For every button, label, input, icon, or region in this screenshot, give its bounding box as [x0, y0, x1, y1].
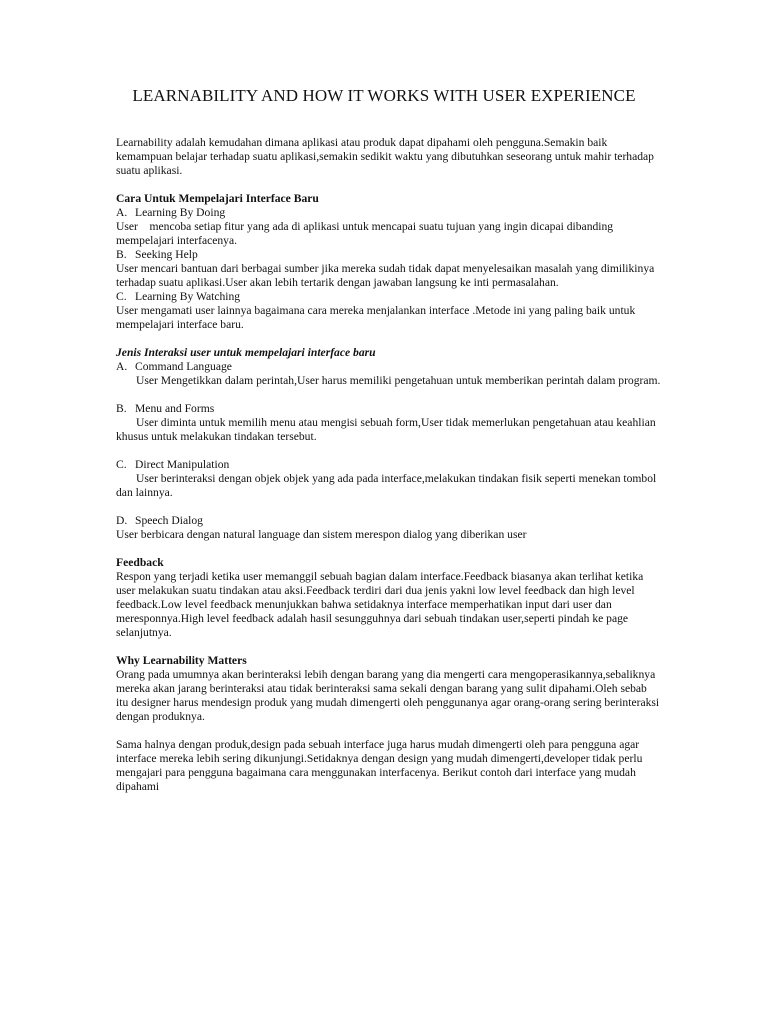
section-heading: Jenis Interaksi user untuk mempelajari interface baru — [116, 346, 376, 359]
list-item-label: C. Direct Manipulation — [116, 458, 230, 471]
list-marker: C. — [116, 458, 127, 471]
list-marker: A. — [116, 360, 128, 373]
section-feedback — [116, 556, 661, 640]
section-interaction-types — [116, 346, 661, 542]
list-item-description: User diminta untuk memilih menu atau mengisi sebuah form,User tidak memerlukan pengetahuan atau keahlian khusus untuk melakukan tindakan tersebut. — [116, 416, 656, 443]
list-item-description: User mencoba setiap fitur yang ada di aplikasi untuk mencapai suatu tujuan yang ingin dicapai dibanding mempelajari interfacenya. — [116, 220, 617, 247]
document-body — [116, 136, 661, 794]
list-item-label: D. Speech Dialog — [116, 514, 203, 527]
list-item-label: A. Command Language — [116, 360, 232, 373]
feedback-paragraph: Respon yang terjadi ketika user memanggil sebuah bagian dalam interface.Feedback biasanya akan terlihat ketika user melakukan suatu tindakan atau aksi.Feedback terdiri dari dua jenis yakni low level feedback dan high level feedback.Low level feedback menunjukkan bahwa setidaknya interface memperhatikan input dari user dan meresponnya.High level feedback adalah hasil sesungguhnya dari sebuah tindakan user,seperti pindah ke page selanjutnya. — [116, 570, 644, 639]
why-paragraph-2: Sama halnya dengan produk,design pada sebuah interface juga harus mudah dimengerti oleh para pengguna agar interface mereka lebih sering dikunjungi.Setidaknya dengan design yang mudah dimengerti,developer tidak perlu mengajari para pengguna bagaimana cara menggunakan interfacenya. Berikut contoh dari interface yang mudah dipahami — [116, 738, 643, 793]
list-marker: B. — [116, 402, 127, 415]
list-marker: C. — [116, 290, 127, 303]
list-marker: B. — [116, 248, 127, 261]
list-item-description: User mengamati user lainnya bagaimana cara mereka menjalankan interface .Metode ini yang paling baik untuk mempelajari interface baru. — [116, 304, 636, 331]
section-heading: Feedback — [116, 556, 164, 569]
section-learning-methods — [116, 192, 661, 332]
list-item-description: User berinteraksi dengan objek objek yang ada pada interface,melakukan tindakan fisik seperti menekan tombol dan lainnya. — [116, 472, 657, 499]
list-item-description: User Mengetikkan dalam perintah,User harus memiliki pengetahuan untuk memberikan perintah dalam program. — [136, 374, 661, 387]
list-marker: D. — [116, 514, 128, 527]
list-item-label: B. Menu and Forms — [116, 402, 215, 415]
list-item-label: B. Seeking Help — [116, 248, 198, 261]
section-heading: Why Learnability Matters — [116, 654, 247, 667]
document-title: LEARNABILITY AND HOW IT WORKS WITH USER EXPERIENCE — [132, 86, 636, 105]
list-item-label: A. Learning By Doing — [116, 206, 226, 219]
list-item-description: User mencari bantuan dari berbagai sumber jika mereka sudah tidak dapat menyelesaikan masalah yang dimilikinya terhadap suatu aplikasi.User akan lebih tertarik dengan jawaban langsung ke inti permasalahan. — [116, 262, 655, 289]
list-item-label: C. Learning By Watching — [116, 290, 241, 303]
intro-paragraph: Learnability adalah kemudahan dimana aplikasi atau produk dapat dipahami oleh pengguna.Semakin baik kemampuan belajar terhadap suatu aplikasi,semakin sedikit waktu yang dibutuhkan seseorang untuk mahir terhadap suatu aplikasi. — [116, 136, 654, 177]
why-paragraph-1: Orang pada umumnya akan berinteraksi lebih dengan barang yang dia mengerti cara mengoperasikannya,sebaliknya mereka akan jarang berinteraksi atau tidak berinteraksi sama sekali dengan barang yang sulit dipahami.Oleh sebab itu designer harus mendesign produk yang mudah dimengerti oleh penggunanya agar orang-orang sering berinteraksi dengan produknya. — [116, 668, 660, 723]
section-heading: Cara Untuk Mempelajari Interface Baru — [116, 192, 319, 205]
section-why-learnability — [116, 654, 661, 794]
list-item-description: User berbicara dengan natural language dan sistem merespon dialog yang diberikan user — [116, 528, 527, 541]
list-marker: A. — [116, 206, 128, 219]
